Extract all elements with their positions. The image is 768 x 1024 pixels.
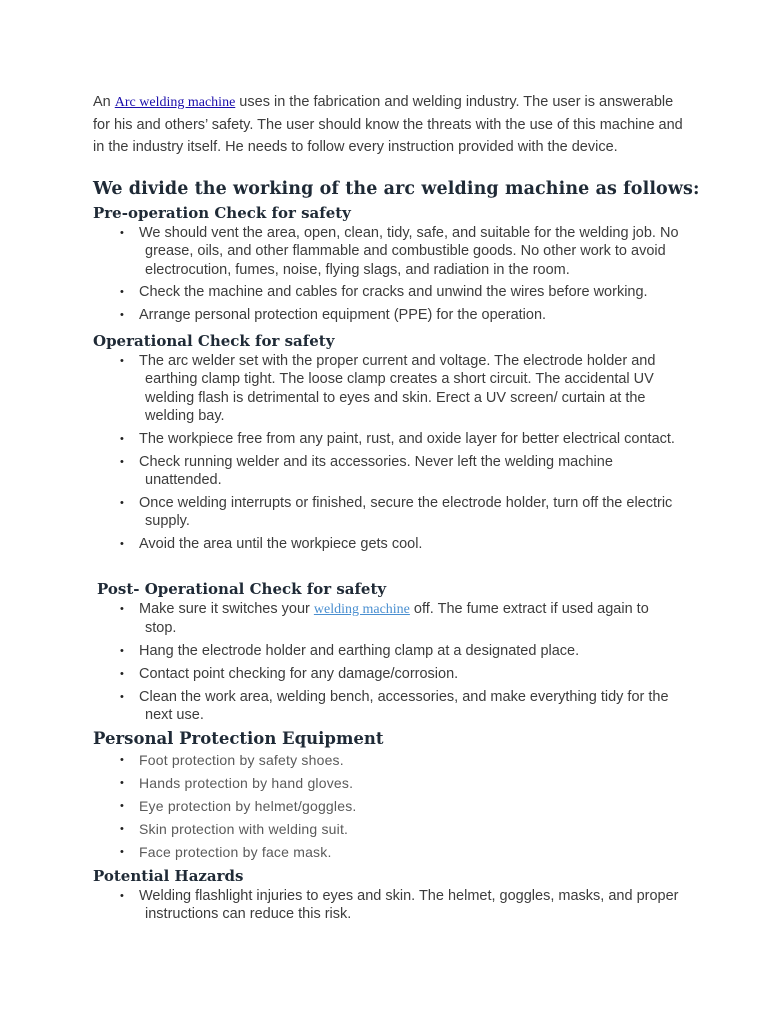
bullet-icon: •: [120, 603, 124, 615]
list-item: • Make sure it switches your welding machine off. The fume extract if used again to stop.: [120, 601, 649, 637]
list-item: • Face protection by face mask.: [120, 844, 332, 861]
arc-welding-machine-link[interactable]: Arc welding machine: [114, 95, 236, 110]
post-operational-list: [93, 600, 683, 729]
pre-operation-heading: Pre-operation Check for safety: [93, 204, 351, 222]
bullet-icon: •: [120, 309, 124, 322]
bullet-icon: •: [120, 355, 124, 367]
intro-prefix: An: [93, 94, 115, 110]
ppe-list: [93, 751, 683, 866]
post-operational-heading: Post- Operational Check for safety: [97, 580, 387, 598]
welding-machine-link[interactable]: welding machine: [313, 602, 410, 617]
bullet-icon: •: [120, 690, 124, 703]
bullet-icon: •: [120, 432, 124, 445]
main-heading: We divide the working of the arc welding machine as follows:: [93, 179, 700, 199]
list-item: • Eye protection by helmet/goggles.: [120, 798, 357, 815]
operational-list: [93, 352, 683, 558]
list-item: • Check the machine and cables for cracks and unwind the wires before working.: [120, 284, 648, 301]
ppe-heading: Personal Protection Equipment: [93, 729, 384, 748]
bullet-icon: •: [120, 286, 124, 299]
bullet-icon: •: [120, 823, 125, 836]
bullet-icon: •: [120, 227, 124, 239]
list-item: • Skin protection with welding suit.: [120, 821, 349, 838]
list-item: • Arrange personal protection equipment (PPE) for the operation.: [120, 307, 547, 324]
potential-hazards-heading: Potential Hazards: [93, 867, 244, 885]
intro-paragraph: [93, 91, 683, 158]
bullet-icon: •: [120, 645, 124, 658]
pre-operation-list: [93, 224, 683, 329]
list-item: • Hang the electrode holder and earthing clamp at a designated place.: [120, 643, 580, 660]
list-item: • Welding flashlight injuries to eyes and skin. The helmet, goggles, masks, and proper instructions can reduce this risk.: [120, 888, 679, 923]
list-item: • Hands protection by hand gloves.: [120, 775, 354, 792]
list-item: • Clean the work area, welding bench, accessories, and make everything tidy for the next use.: [120, 688, 669, 724]
operational-heading: Operational Check for safety: [93, 332, 335, 350]
bullet-icon: •: [120, 538, 124, 551]
list-item: • Avoid the area until the workpiece gets cool.: [120, 536, 423, 553]
bullet-icon: •: [120, 777, 125, 790]
bullet-icon: •: [120, 890, 124, 902]
intro-text: uses in the fabrication and welding industry. The user is answerable for his and others’ safety. The user should know the threats with the use of this machine and in the industry itself. He needs to follow every instruction provided with the device.: [93, 94, 683, 155]
list-item: • Check running welder and its accessories. Never left the welding machine unattended.: [120, 453, 613, 488]
list-item: • The workpiece free from any paint, rust, and oxide layer for better electrical contact.: [120, 430, 675, 447]
list-item: • We should vent the area, open, clean, tidy, safe, and suitable for the welding job. No grease, oils, and other flammable and combustible goods. No other work to avoid electrocution, fumes, noise, flying slags, and radiation in the room.: [120, 225, 679, 278]
list-item: • Once welding interrupts or finished, secure the electrode holder, turn off the electric supply.: [120, 494, 673, 530]
list-item: • Contact point checking for any damage/corrosion.: [120, 666, 459, 683]
bullet-icon: •: [120, 455, 124, 468]
potential-hazards-list: [93, 887, 683, 928]
bullet-icon: •: [120, 668, 124, 681]
bullet-icon: •: [120, 754, 125, 766]
bullet-icon: •: [120, 496, 124, 509]
bullet-icon: •: [120, 800, 125, 813]
list-item: • Foot protection by safety shoes.: [120, 752, 344, 768]
bullet-icon: •: [120, 846, 125, 859]
list-item: • The arc welder set with the proper current and voltage. The electrode holder and earthing clamp tight. The loose clamp creates a short circuit. The accidental UV welding flash is detrimental to eyes and skin. Erect a UV screen/ curtain at the welding bay.: [120, 353, 656, 424]
